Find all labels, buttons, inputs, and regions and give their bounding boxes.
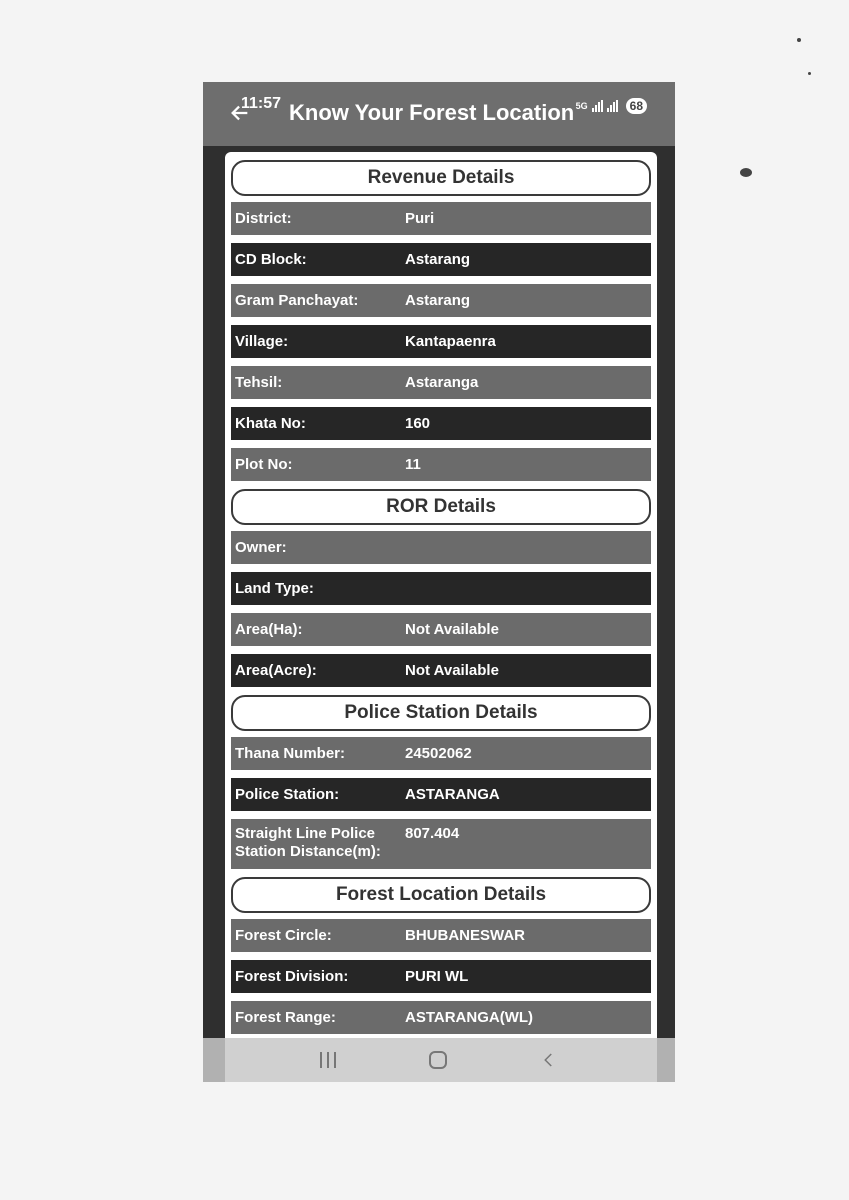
detail-row-cd-block (231, 243, 651, 276)
row-label: Gram Panchayat: (235, 291, 359, 309)
detail-row-village (231, 325, 651, 358)
row-value: Not Available (405, 621, 499, 638)
row-label: Area(Ha): (235, 620, 303, 638)
row-label: Straight Line Police Station Distance(m): (235, 825, 381, 860)
row-label: Police Station: (235, 785, 340, 803)
page-title: Know Your Forest Location (289, 100, 575, 125)
signal-icon (607, 100, 618, 112)
signal-icon (592, 100, 603, 112)
row-label: Forest Range: (235, 1008, 336, 1026)
revenue-details-header: Revenue Details (231, 160, 651, 196)
network-type: 5G (575, 101, 588, 111)
system-nav-bar (203, 1038, 675, 1082)
detail-row-owner (231, 531, 651, 564)
row-value: 160 (405, 415, 431, 432)
detail-row-land-type (231, 572, 651, 605)
row-value: 807.404 (405, 825, 460, 842)
row-label: Khata No: (235, 414, 306, 432)
phone-screen (203, 82, 675, 1082)
row-value: Kantapaenra (405, 333, 496, 350)
detail-row-forest-division (231, 960, 651, 993)
forest-location-details-header: Forest Location Details (231, 877, 651, 913)
status-icons (576, 98, 647, 114)
chevron-left-icon[interactable] (540, 1051, 558, 1069)
row-value: BHUBANESWAR (405, 927, 525, 944)
ror-details-header: ROR Details (231, 489, 651, 525)
battery-badge: 68 (626, 98, 647, 114)
detail-row-khata-no (231, 407, 651, 440)
detail-row-police-station (231, 778, 651, 811)
row-value: Astarang (405, 251, 471, 268)
detail-row-thana-number (231, 737, 651, 770)
detail-row-area-acre (231, 654, 651, 687)
row-label: Plot No: (235, 455, 293, 473)
row-label: Forest Division: (235, 967, 349, 985)
row-value: PURI WL (405, 968, 469, 985)
home-icon[interactable] (429, 1051, 447, 1069)
recent-apps-icon[interactable] (320, 1052, 336, 1068)
row-label: Thana Number: (235, 744, 346, 762)
row-label: Village: (235, 332, 289, 350)
row-label: Owner: (235, 538, 287, 556)
detail-row-plot-no (231, 448, 651, 481)
detail-row-tehsil (231, 366, 651, 399)
app-bar (203, 82, 675, 146)
police-station-details-header: Police Station Details (231, 695, 651, 731)
detail-row-forest-circle (231, 919, 651, 952)
detail-row-district (231, 202, 651, 235)
row-label: Tehsil: (235, 373, 283, 391)
row-label: District: (235, 209, 292, 227)
row-value: 11 (405, 456, 421, 473)
status-time: 11:57 (241, 95, 282, 112)
details-panel (225, 152, 657, 1082)
row-label: CD Block: (235, 250, 307, 268)
row-value: ASTARANGA (405, 786, 500, 803)
scan-speck (740, 168, 752, 177)
row-value: Puri (405, 210, 435, 227)
row-label: Land Type: (235, 579, 314, 597)
row-value: Astarang (405, 292, 471, 309)
row-label: Forest Circle: (235, 926, 332, 944)
scan-speck (797, 38, 801, 42)
row-value: ASTARANGA(WL) (405, 1009, 534, 1026)
scan-speck (808, 72, 811, 75)
row-value: Not Available (405, 662, 499, 679)
row-value: Astaranga (405, 374, 479, 391)
row-value: 24502062 (405, 745, 472, 762)
detail-row-area-ha (231, 613, 651, 646)
detail-row-gram-panchayat (231, 284, 651, 317)
detail-row-forest-range (231, 1001, 651, 1034)
row-label: Area(Acre): (235, 661, 317, 679)
detail-row-police-distance (231, 819, 651, 869)
